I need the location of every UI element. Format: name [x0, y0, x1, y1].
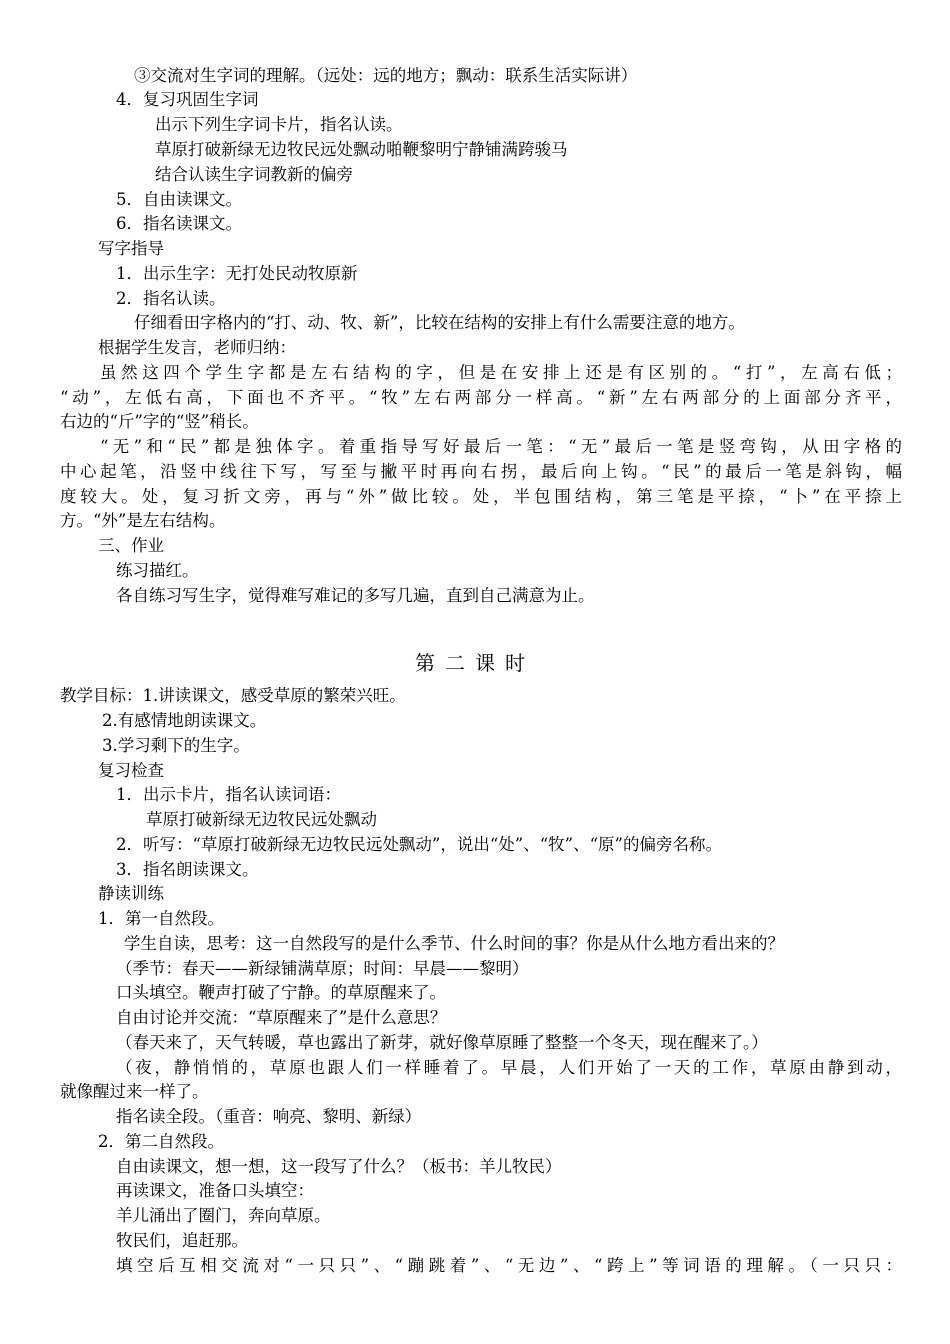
list-item: 2.有感情地朗读课文。 [102, 711, 267, 730]
text-line: 方。“外”是左右结构。 [60, 511, 226, 530]
list-item: 3．指名朗读课文。 [116, 860, 259, 879]
section-heading: 复习检查 [98, 761, 164, 780]
text-line: 根据学生发言，老师归纳： [98, 338, 296, 357]
text-line: 教学目标：1.讲读课文，感受草原的繁荣兴旺。 [60, 686, 406, 705]
text-line: “无”和“民”都是独体字。着重指导写好最后一笔：“无”最后一笔是竖弯钩，从田字格的 [100, 437, 902, 456]
list-item: 4．复习巩固生字词 [116, 90, 259, 109]
text-line: 填空后互相交流对“一只只”、“蹦跳着”、“无边”、“跨上”等词语的理解。（一只只： [116, 1256, 902, 1275]
list-item: 2．指名认读。 [116, 289, 226, 308]
page-title: 第二课时 [415, 651, 535, 675]
section-heading: 三、作业 [98, 536, 164, 555]
text-line: 就像醒过来一样了。 [60, 1082, 209, 1101]
list-item: 1．出示生字：无打处民动牧原新 [116, 264, 358, 283]
section-heading: 静读训练 [98, 884, 164, 903]
text-line: 虽然这四个学生字都是左右结构的字，但是在安排上还是有区别的。“打”，左高右低； [100, 363, 902, 382]
text-line: 右边的“斤”字的“竖”稍长。 [60, 412, 259, 431]
list-item: 6．指名读课文。 [116, 214, 242, 233]
text-line: 自由讨论并交流：“草原醒来了”是什么意思？ [116, 1008, 447, 1027]
text-line: 指名读全段。（重音：响亮、黎明、新绿） [116, 1107, 422, 1126]
section-heading: 写字指导 [98, 239, 164, 258]
text-line: （春天来了，天气转暖，草也露出了新芽，就好像草原睡了整整一个冬天，现在醒来了。） [116, 1033, 768, 1052]
text-line: 牧民们，追赶那。 [116, 1231, 248, 1250]
text-line: 学生自读，思考：这一自然段写的是什么季节、什么时间的事？你是从什么地方看出来的？ [124, 934, 784, 953]
list-item: 2．听写：“草原打破新绿无边牧民远处飘动”，说出“处”、“牧”、“原”的偏旁名称。 [116, 835, 722, 854]
list-item: 5．自由读课文。 [116, 190, 242, 209]
text-line: 自由读课文，想一想，这一段写了什么？（板书：羊儿牧民） [116, 1157, 562, 1176]
text-line: 羊儿涌出了圈门，奔向草原。 [116, 1206, 331, 1225]
list-item: 1．出示卡片，指名认读词语： [116, 785, 341, 804]
text-line: 各自练习写生字，觉得难写难记的多写几遍，直到自己满意为止。 [116, 586, 595, 605]
text-line: ③交流对生字词的理解。（远处：远的地方；飘动：联系生活实际讲） [134, 66, 638, 85]
text-line: （夜，静悄悄的，草原也跟人们一样睡着了。早晨，人们开始了一天的工作，草原由静到动， [116, 1058, 902, 1077]
text-line: （季节：春天——新绿铺满草原；时间：早晨——黎明） [116, 959, 529, 978]
text-line: “动”，左低右高，下面也不齐平。“牧”左右两部分一样高。“新”左右两部分的上面部分齐平， [60, 388, 902, 407]
text-line: 度较大。处，复习折文旁，再与“外”做比较。处，半包围结构，第三笔是平捺，“卜”在平捺上 [60, 487, 902, 506]
list-item: 1．第一自然段。 [98, 909, 224, 928]
text-line: 仔细看田字格内的“打、动、牧、新”，比较在结构的安排上有什么需要注意的地方。 [134, 313, 745, 332]
text-line: 中心起笔，沿竖中线往下写，写至与撇平时再向右拐，最后向上钩。“民”的最后一笔是斜钩，幅 [60, 462, 902, 481]
text-line: 出示下列生字词卡片，指名认读。 [155, 115, 403, 134]
text-line: 练习描红。 [116, 561, 199, 580]
list-item: 2．第二自然段。 [98, 1132, 224, 1151]
text-line: 口头填空。鞭声打破了宁静。的草原醒来了。 [116, 983, 446, 1002]
text-line: 草原打破新绿无边牧民远处飘动 [146, 810, 377, 829]
text-line: 草原打破新绿无边牧民远处飘动啪鞭黎明宁静铺满跨骏马 [155, 140, 568, 159]
text-line: 结合认读生字词教新的偏旁 [155, 165, 353, 184]
list-item: 3.学习剩下的生字。 [102, 736, 250, 755]
text-line: 再读课文，准备口头填空： [116, 1181, 314, 1200]
